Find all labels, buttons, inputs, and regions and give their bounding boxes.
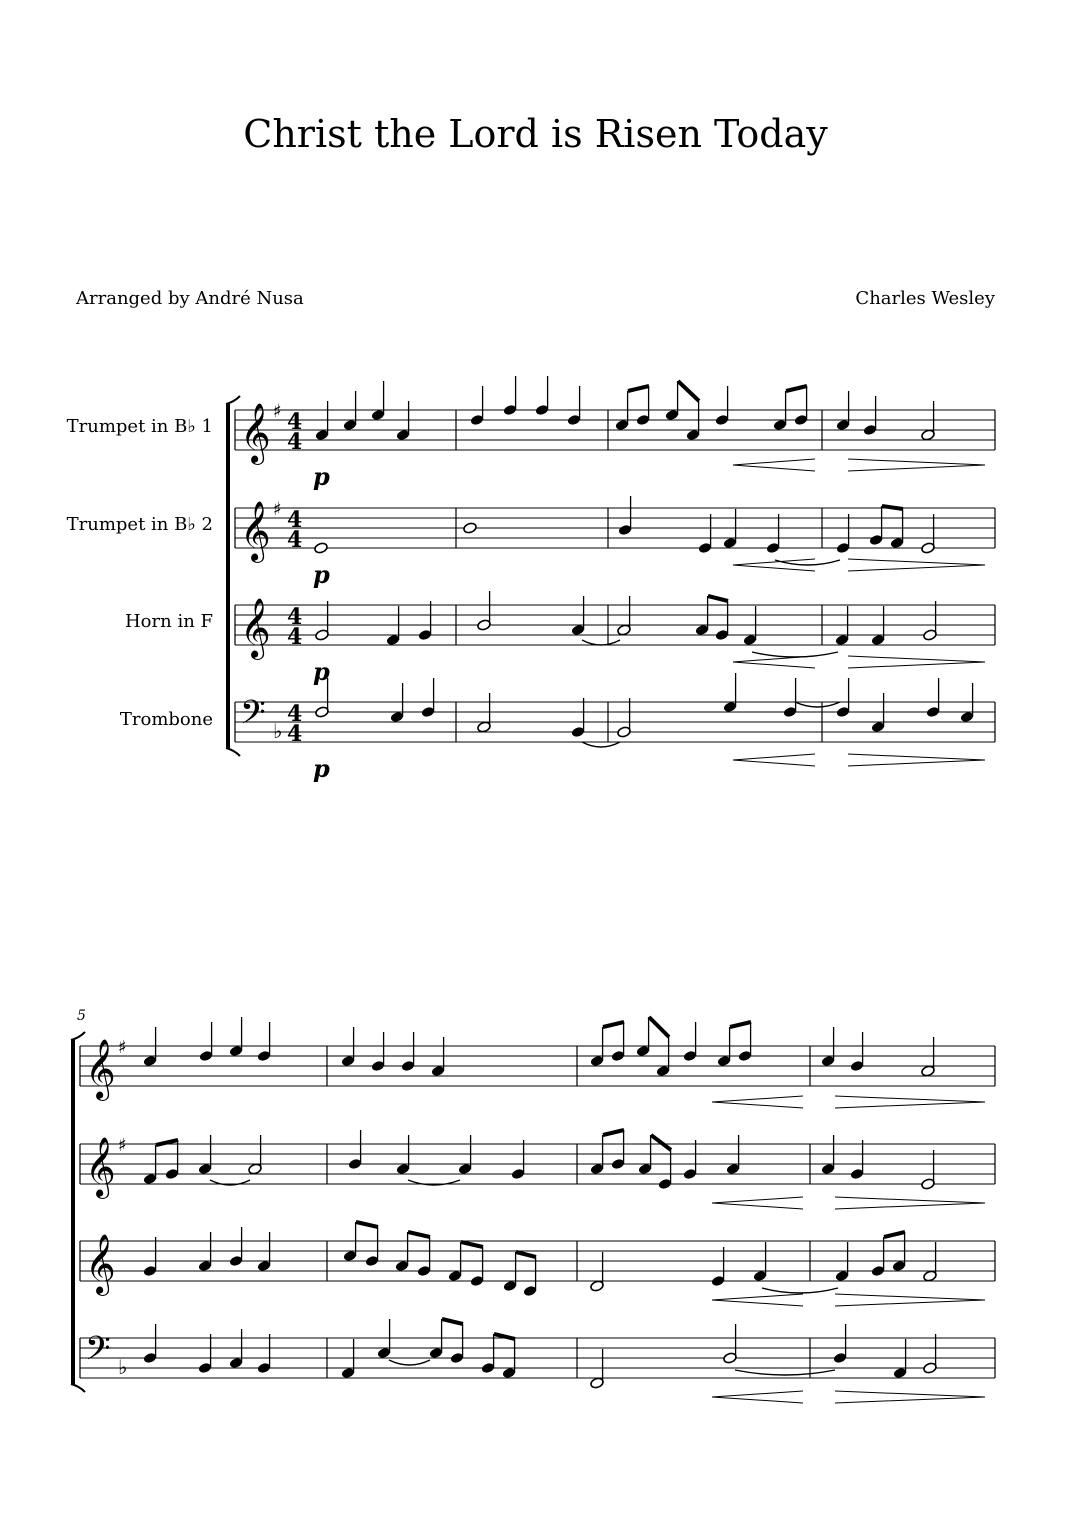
dynamic-marking: p	[313, 462, 330, 491]
treble-clef: 𝄞	[85, 1137, 116, 1197]
bass-clef: 𝄢	[240, 694, 266, 740]
beam	[603, 1130, 624, 1135]
beam	[651, 1135, 671, 1150]
tie	[582, 742, 620, 747]
treble-clef: 𝄞	[240, 403, 271, 463]
tie	[752, 652, 838, 657]
beam	[678, 381, 699, 401]
dynamic-marking: p	[313, 657, 330, 686]
bracket-bottom-hook	[71, 1384, 85, 1392]
crescendo-hairpin	[712, 1197, 803, 1209]
beam	[603, 1022, 624, 1027]
notehead	[463, 522, 478, 534]
arranger-credit: Arranged by André Nusa	[76, 288, 304, 309]
time-signature-bottom: 4	[287, 527, 303, 553]
crescendo-hairpin	[712, 1096, 803, 1108]
beam	[356, 1222, 378, 1227]
notehead	[314, 542, 329, 554]
decrescendo-hairpin	[848, 459, 985, 471]
crescendo-hairpin	[733, 656, 815, 668]
bass-clef: 𝄢	[85, 1330, 111, 1376]
key-signature-sharp: ♯	[273, 499, 282, 520]
measure-number: 5	[77, 1008, 86, 1024]
tie	[389, 1360, 430, 1365]
instrument-label-trumpet-1: Trumpet in B♭ 1	[66, 416, 213, 437]
instrument-label-horn: Horn in F	[124, 611, 213, 632]
decrescendo-hairpin	[835, 1294, 985, 1306]
treble-clef: 𝄞	[240, 598, 271, 658]
decrescendo-hairpin	[848, 559, 985, 571]
piece-title: Christ the Lord is Risen Today	[243, 112, 828, 156]
beam	[884, 1232, 905, 1237]
crescendo-hairpin	[712, 1294, 803, 1306]
composer-credit: Charles Wesley	[855, 288, 995, 309]
treble-clef: 𝄞	[85, 1234, 116, 1294]
crescendo-hairpin	[733, 754, 815, 766]
bracket-top-hook	[226, 396, 240, 404]
beam	[408, 1232, 430, 1237]
beam	[649, 1017, 669, 1037]
crescendo-hairpin	[733, 459, 815, 471]
key-signature-flat: ♭	[273, 719, 283, 743]
beam	[442, 1319, 463, 1324]
key-signature-sharp: ♯	[273, 401, 282, 422]
bracket-bottom-hook	[226, 748, 240, 756]
decrescendo-hairpin	[835, 1197, 985, 1209]
decrescendo-hairpin	[848, 754, 985, 766]
tie	[762, 1288, 838, 1293]
decrescendo-hairpin	[835, 1096, 985, 1108]
dynamic-marking: p	[313, 560, 330, 589]
decrescendo-hairpin	[848, 656, 985, 668]
decrescendo-hairpin	[835, 1391, 985, 1403]
tie	[582, 640, 620, 645]
time-signature-top: 4	[287, 701, 303, 727]
treble-clef: 𝄞	[85, 1039, 116, 1099]
beam	[708, 596, 728, 601]
dynamic-marking: p	[313, 754, 330, 783]
time-signature-bottom: 4	[287, 721, 303, 747]
time-signature-top: 4	[287, 604, 303, 630]
beam	[786, 386, 807, 391]
beam	[461, 1242, 483, 1247]
beam	[882, 506, 903, 509]
time-signature-bottom: 4	[287, 429, 303, 455]
time-signature-top: 4	[287, 507, 303, 533]
beam	[628, 386, 649, 391]
beam	[730, 1022, 751, 1027]
staff-lines	[80, 410, 995, 1378]
key-signature-sharp: ♯	[118, 1135, 127, 1156]
key-signature-sharp: ♯	[118, 1037, 127, 1058]
tie	[735, 1370, 835, 1375]
treble-clef: 𝄞	[240, 501, 271, 561]
system-bracket	[226, 404, 230, 748]
instrument-label-trumpet-2: Trumpet in B♭ 2	[66, 514, 213, 535]
time-signature-top: 4	[287, 409, 303, 435]
bracket-top-hook	[71, 1032, 85, 1040]
barlines	[80, 410, 995, 1378]
beam	[516, 1252, 536, 1257]
system-bracket	[71, 1040, 75, 1384]
key-signature-flat: ♭	[118, 1355, 128, 1379]
time-signature-bottom: 4	[287, 624, 303, 650]
instrument-label-trombone: Trombone	[119, 709, 213, 730]
tie	[795, 702, 840, 707]
crescendo-hairpin	[712, 1391, 803, 1403]
